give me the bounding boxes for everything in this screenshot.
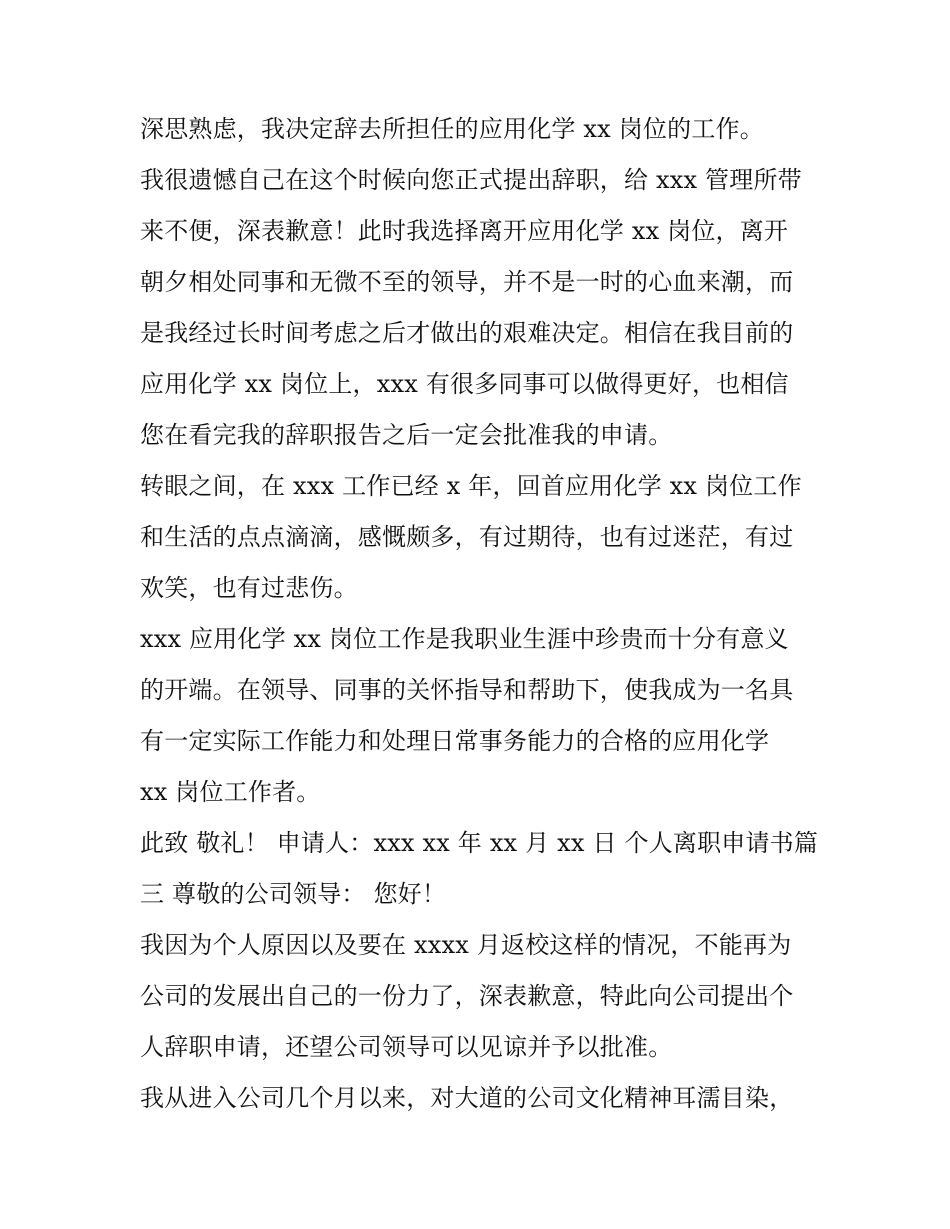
text-line: xxx 应用化学 xx 岗位工作是我职业生涯中珍贵而十分有意义 — [140, 625, 789, 653]
text-line: 人辞职申请，还望公司领导可以见谅并予以批准。 — [140, 1033, 673, 1061]
text-line: xx 岗位工作者。 — [140, 778, 321, 806]
text-line: 应用化学 xx 岗位上，xxx 有很多同事可以做得更好，也相信 — [140, 370, 789, 398]
text-line: 我因为个人原因以及要在 xxxx 月返校这样的情况，不能再为 — [140, 931, 792, 959]
text-line: 三 尊敬的公司领导： 您好！ — [140, 880, 447, 908]
text-line: 公司的发展出自己的一份力了，深表歉意，特此向公司提出个 — [140, 982, 794, 1010]
text-line: 朝夕相处同事和无微不至的领导，并不是一时的心血来潮，而 — [140, 268, 794, 296]
text-line: 转眼之间，在 xxx 工作已经 x 年，回首应用化学 xx 岗位工作 — [140, 472, 802, 500]
text-line: 的开端。在领导、同事的关怀指导和帮助下，使我成为一名具 — [140, 676, 794, 704]
text-line: 我很遗憾自己在这个时候向您正式提出辞职，给 xxx 管理所带 — [140, 166, 802, 194]
text-line: 欢笑，也有过悲伤。 — [140, 574, 358, 602]
text-line: 有一定实际工作能力和处理日常事务能力的合格的应用化学 — [140, 727, 770, 755]
document-body — [140, 104, 830, 1124]
text-line: 来不便，深表歉意！此时我选择离开应用化学 xx 岗位，离开 — [140, 217, 789, 245]
text-line: 此致 敬礼！ 申请人：xxx xx 年 xx 月 xx 日 个人离职申请书篇 — [140, 829, 819, 857]
text-line: 我从进入公司几个月以来，对大道的公司文化精神耳濡目染， — [140, 1084, 794, 1112]
text-line: 您在看完我的辞职报告之后一定会批准我的申请。 — [140, 421, 673, 449]
text-line: 和生活的点点滴滴，感慨颇多，有过期待，也有过迷茫，有过 — [140, 523, 794, 551]
text-line: 是我经过长时间考虑之后才做出的艰难决定。相信在我目前的 — [140, 319, 794, 347]
text-line: 深思熟虑，我决定辞去所担任的应用化学 xx 岗位的工作。 — [140, 115, 764, 143]
